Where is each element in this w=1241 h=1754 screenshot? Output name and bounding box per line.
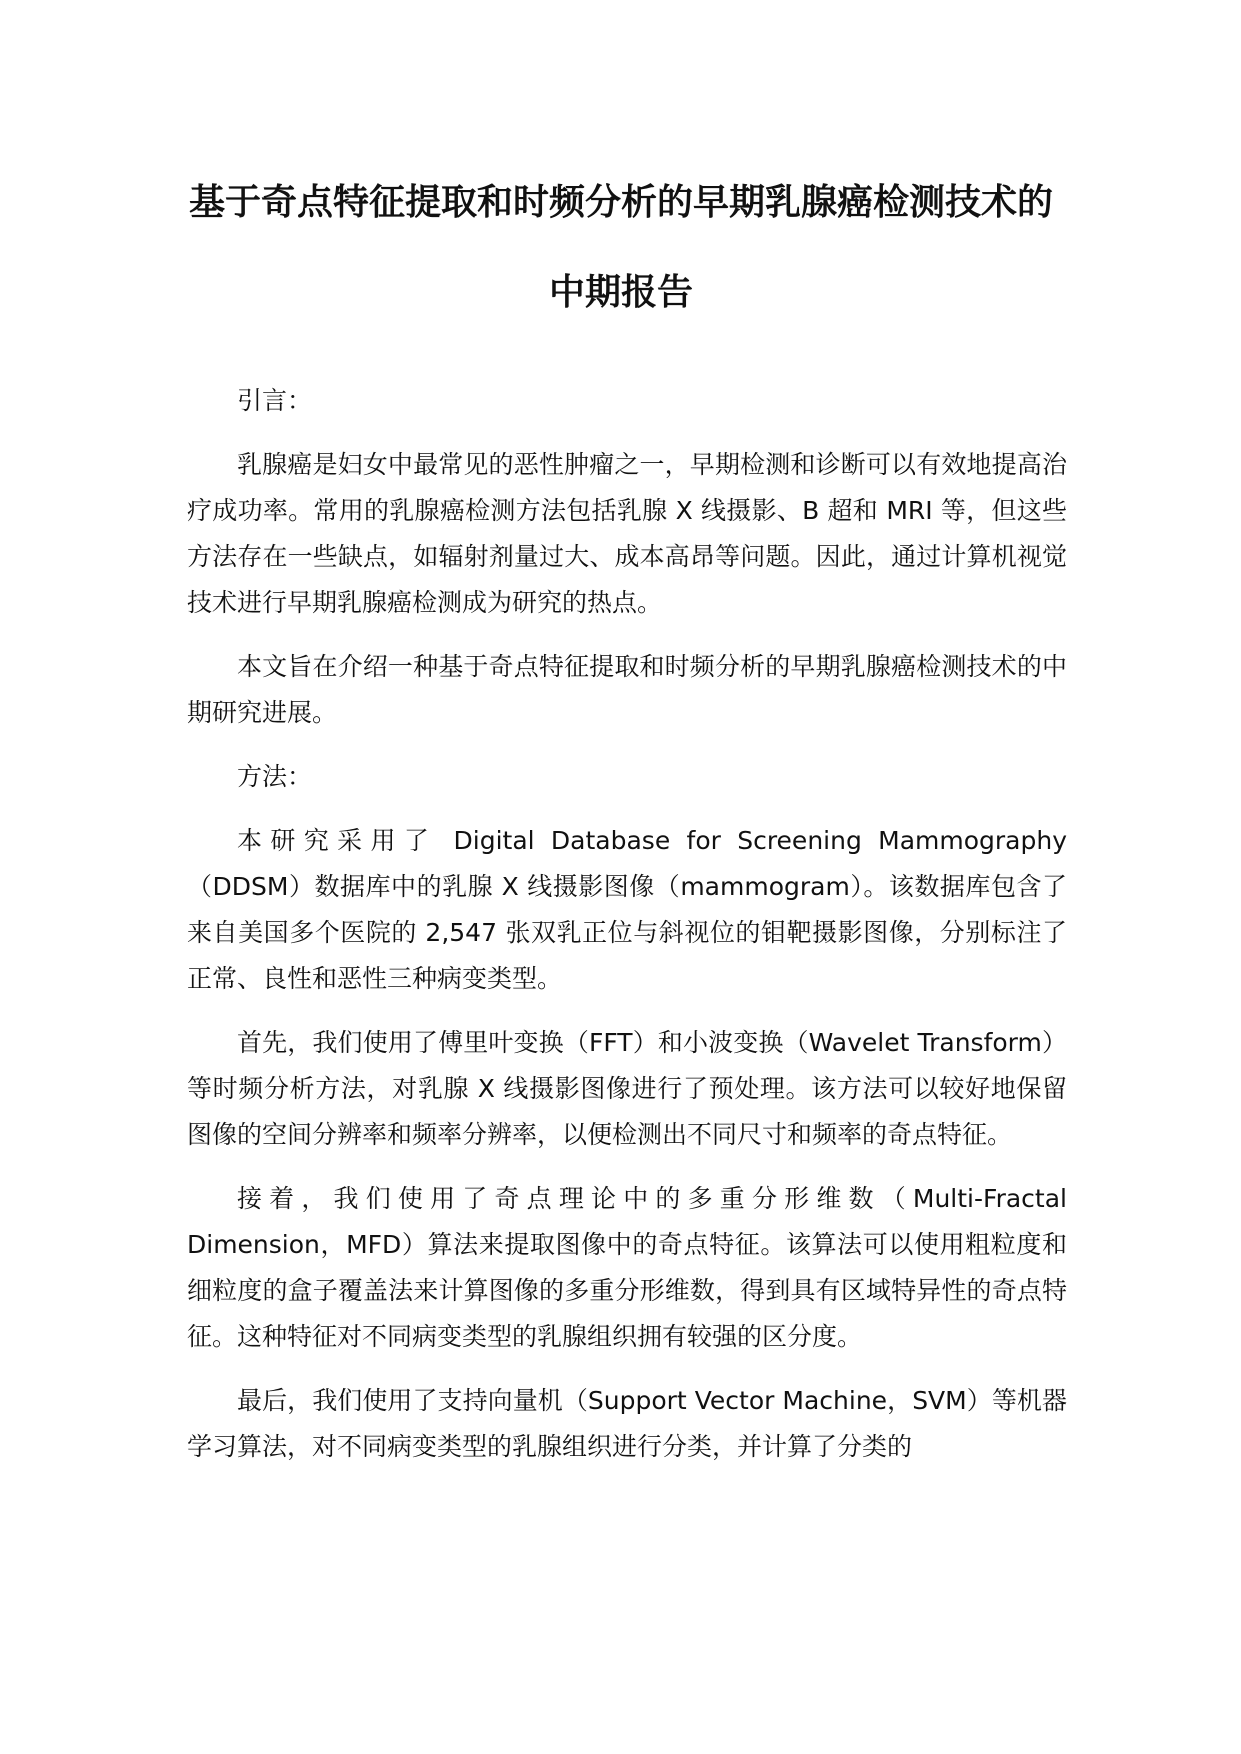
section-heading-introduction: 引言： (237, 386, 313, 415)
paragraph-intro-1: 乳腺癌是妇女中最常见的恶性肿瘤之一，早期检测和诊断可以有效地提高治疗成功率。常用的乳腺癌检测方法包括乳腺 X 线摄影、B 超和 MRI 等，但这些方法存在一些缺点，如辐射剂量过大、成本高昂等问题。因此，通过计算机视觉技术进行早期乳腺癌检测成为研究的热点。 (187, 450, 1067, 617)
document-title: 基于奇点特征提取和时频分析的早期乳腺癌检测技术的中期报告 (188, 182, 1053, 313)
paragraph-methods-dataset: 本研究采用了 Digital Database for Screening Mammography（DDSM）数据库中的乳腺 X 线摄影图像（mammogram）。该数据库包含了来自美国多个医院的 2,547 张双乳正位与斜视位的钼靶摄影图像，分别标注了正常、良性和恶性三种病变类型。 (187, 826, 1067, 993)
paragraph-intro-2: 本文旨在介绍一种基于奇点特征提取和时频分析的早期乳腺癌检测技术的中期研究进展。 (187, 652, 1067, 727)
document-body (187, 378, 1067, 1488)
paragraph-methods-classification: 最后，我们使用了支持向量机（Support Vector Machine，SVM）等机器学习算法，对不同病变类型的乳腺组织进行分类，并计算了分类的 (187, 1386, 1067, 1461)
section-heading-methods: 方法： (237, 762, 313, 791)
paragraph-methods-feature-extraction: 接着，我们使用了奇点理论中的多重分形维数（Multi-Fractal Dimension，MFD）算法来提取图像中的奇点特征。该算法可以使用粗粒度和细粒度的盒子覆盖法来计算图像的多重分形维数，得到具有区域特异性的奇点特征。这种特征对不同病变类型的乳腺组织拥有较强的区分度。 (187, 1184, 1067, 1351)
paragraph-methods-preprocessing: 首先，我们使用了傅里叶变换（FFT）和小波变换（Wavelet Transform）等时频分析方法，对乳腺 X 线摄影图像进行了预处理。该方法可以较好地保留图像的空间分辨率和频率分辨率，以便检测出不同尺寸和频率的奇点特征。 (187, 1028, 1067, 1149)
